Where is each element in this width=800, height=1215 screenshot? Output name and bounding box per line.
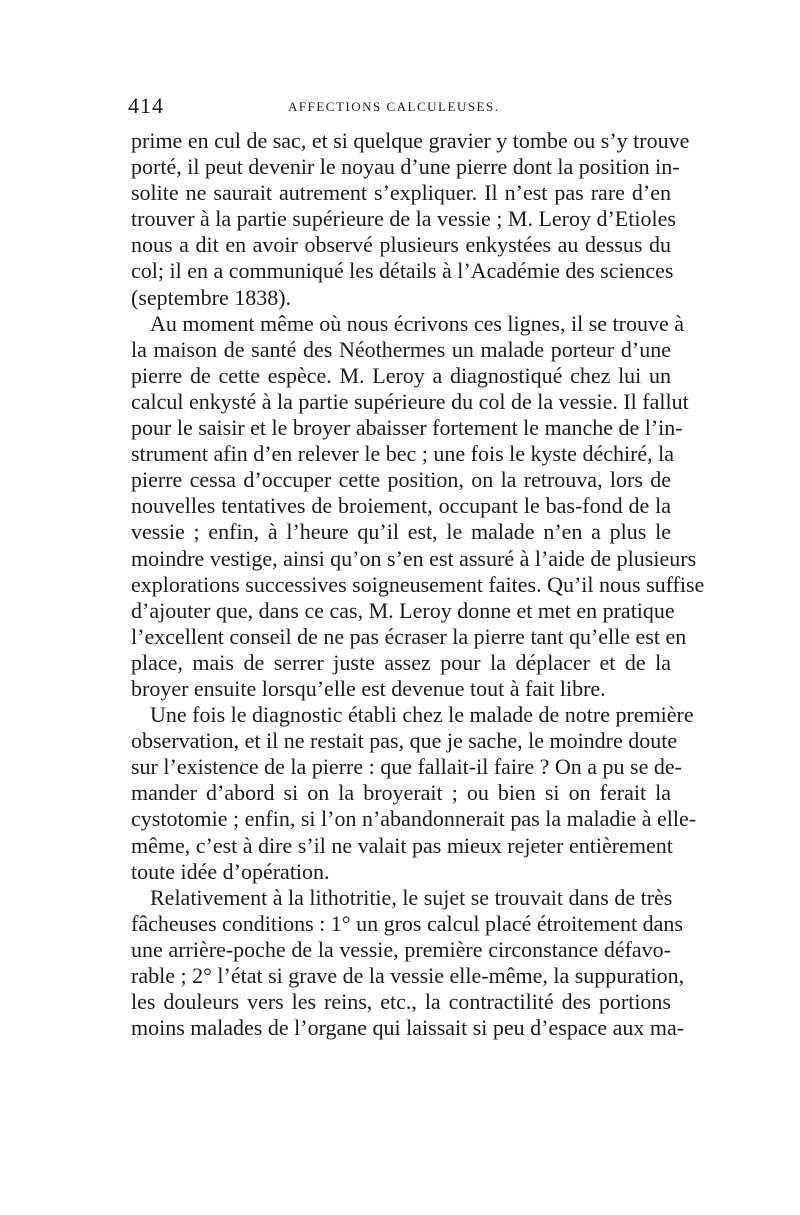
text-line: sur l’existence de la pierre : que fallait-il faire ? On a pu se de-: [131, 754, 682, 780]
text-line: porté, il peut devenir le noyau d’une pierre dont la position in-: [131, 154, 680, 180]
text-line: toute idée d’opération.: [131, 858, 330, 884]
text-line: même, c’est à dire s’il ne valait pas mieux rejeter entièrement: [131, 832, 673, 858]
text-line: pour le saisir et le broyer abaisser fortement le manche de l’in-: [131, 415, 683, 441]
text-line: explorations successives soigneusement faites. Qu’il nous suffise: [131, 571, 705, 597]
text-line: cystotomie ; enfin, si l’on n’abandonnerait pas la maladie à elle-: [131, 806, 697, 832]
text-line: place, mais de serrer juste assez pour la déplacer et de la: [131, 649, 671, 675]
text-line: les douleurs vers les reins, etc., la contractilité des portions: [131, 989, 671, 1015]
text-line: col; il en a communiqué les détails à l’Académie des sciences: [131, 258, 674, 284]
text-line: l’excellent conseil de ne pas écraser la pierre tant qu’elle est en: [131, 623, 687, 649]
text-line: Au moment même où nous écrivons ces lignes, il se trouve à: [150, 310, 684, 336]
text-line: solite ne saurait autrement s’expliquer. Il n’est pas rare d’en: [131, 180, 671, 206]
text-line: nous a dit en avoir observé plusieurs enkystées au dessus du: [131, 232, 671, 258]
text-line: strument afin d’en relever le bec ; une fois le kyste déchiré, la: [131, 441, 675, 467]
text-line: prime en cul de sac, et si quelque gravier y tombe ou s’y trouve: [131, 128, 690, 153]
page-header: [128, 92, 673, 122]
text-line: moins malades de l’organe qui laissait si peu d’espace aux ma-: [131, 1015, 685, 1041]
text-line: fâcheuses conditions : 1° un gros calcul placé étroitement dans: [131, 910, 683, 936]
text-line: observation, et il ne restait pas, que je sache, le moindre doute: [131, 728, 678, 754]
text-line: trouver à la partie supérieure de la vessie ; M. Leroy d’Etioles: [131, 206, 676, 232]
text-line: vessie ; enfin, à l’heure qu’il est, le malade n’en a plus le: [131, 519, 671, 545]
page-number: 414: [128, 93, 164, 118]
running-title: AFFECTIONS CALCULEUSES.: [288, 99, 500, 114]
text-line: broyer ensuite lorsqu’elle est devenue tout à fait libre.: [131, 675, 606, 701]
text-line: (septembre 1838).: [131, 284, 292, 310]
text-line: mander d’abord si on la broyerait ; ou bien si on ferait la: [131, 780, 671, 806]
text-line: rable ; 2° l’état si grave de la vessie elle-même, la suppuration,: [131, 963, 685, 988]
text-line: calcul enkysté à la partie supérieure du col de la vessie. Il fallut: [131, 388, 689, 414]
text-line: Relativement à la lithotritie, le sujet se trouvait dans de très: [150, 884, 673, 910]
text-line: une arrière-poche de la vessie, première circonstance défavo-: [131, 936, 671, 962]
body-text: [131, 128, 705, 1041]
text-line: d’ajouter que, dans ce cas, M. Leroy donne et met en pratique: [131, 597, 675, 623]
text-line: pierre de cette espèce. M. Leroy a diagnostiqué chez lui un: [131, 362, 671, 388]
text-line: moindre vestige, ainsi qu’on s’en est assuré à l’aide de plusieurs: [131, 545, 697, 571]
text-line: la maison de santé des Néothermes un malade porteur d’une: [131, 336, 671, 362]
text-line: Une fois le diagnostic établi chez le malade de notre première: [150, 702, 694, 728]
text-line: pierre cessa d’occuper cette position, on la retrouva, lors de: [131, 467, 671, 493]
text-line: nouvelles tentatives de broiement, occupant le bas-fond de la: [131, 493, 671, 519]
